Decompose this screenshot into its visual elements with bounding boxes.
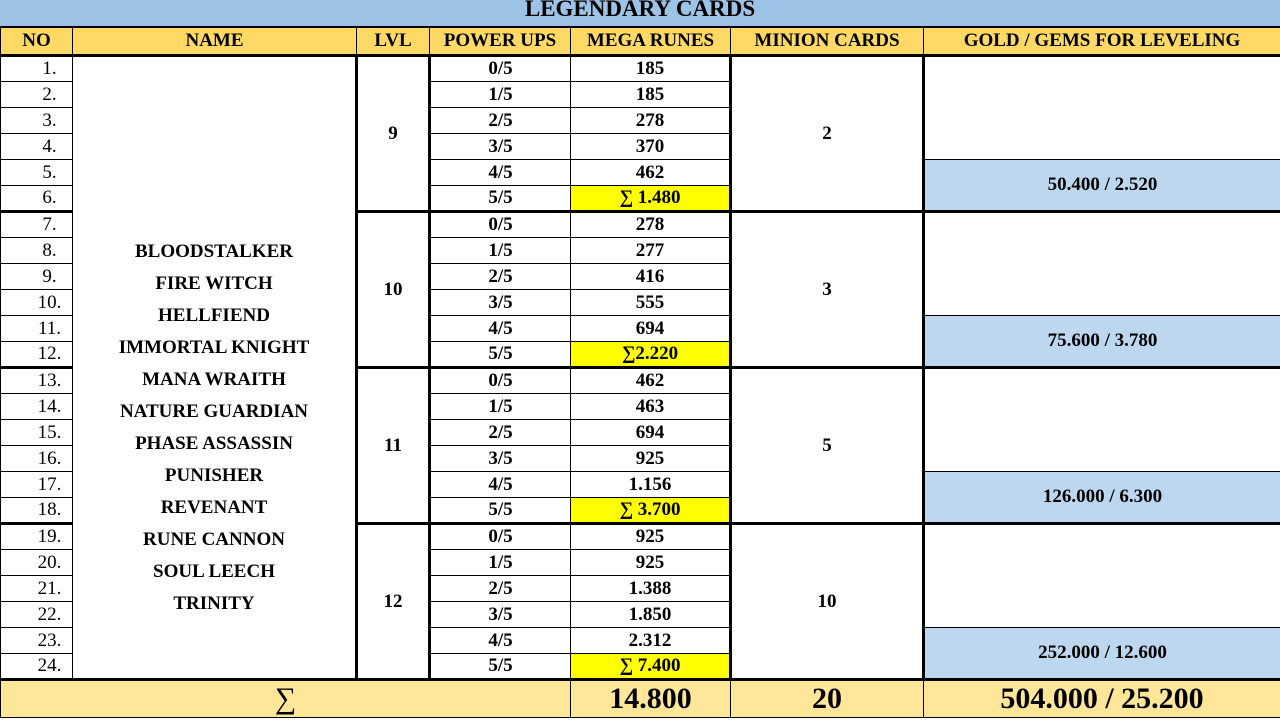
- row-number: 5.: [1, 160, 73, 186]
- row-number: 12.: [1, 342, 73, 368]
- gold-gems-cell: 50.400 / 2.520: [924, 160, 1280, 212]
- mega-runes-cell: 2.312: [571, 628, 731, 654]
- level-cell: 12: [357, 524, 430, 680]
- card-name: TRINITY: [173, 592, 255, 614]
- power-ups-cell: 3/5: [430, 602, 571, 628]
- power-ups-cell: 1/5: [430, 394, 571, 420]
- header-row: [1, 28, 1280, 56]
- power-ups-cell: 2/5: [430, 420, 571, 446]
- mega-runes-sum-cell: ∑ 3.700: [571, 498, 731, 524]
- row-number: 24.: [1, 654, 73, 680]
- power-ups-cell: 2/5: [430, 576, 571, 602]
- gold-gems-cell: 126.000 / 6.300: [924, 472, 1280, 524]
- card-name: PUNISHER: [164, 464, 264, 486]
- row-number: 19.: [1, 524, 73, 550]
- mega-runes-cell: 555: [571, 290, 731, 316]
- minion-cards-cell: 10: [731, 524, 924, 680]
- row-number: 17.: [1, 472, 73, 498]
- mega-runes-sum-cell: ∑ 7.400: [571, 654, 731, 680]
- row-number: 23.: [1, 628, 73, 654]
- minion-cards-cell: 3: [731, 212, 924, 368]
- card-name: FIRE WITCH: [155, 272, 273, 294]
- gold-gems-cell: 75.600 / 3.780: [924, 316, 1280, 368]
- level-cell: 9: [357, 56, 430, 212]
- row-number: 21.: [1, 576, 73, 602]
- row-number: 3.: [1, 108, 73, 134]
- total-mega-runes: 14.800: [571, 680, 731, 718]
- mega-runes-cell: 694: [571, 420, 731, 446]
- power-ups-cell: 5/5: [430, 186, 571, 212]
- card-name: HELLFIEND: [158, 304, 270, 326]
- mega-runes-cell: 278: [571, 212, 731, 238]
- power-ups-cell: 4/5: [430, 628, 571, 654]
- power-ups-cell: 5/5: [430, 498, 571, 524]
- row-number: 8.: [1, 238, 73, 264]
- power-ups-cell: 0/5: [430, 212, 571, 238]
- row-number: 14.: [1, 394, 73, 420]
- row-number: 16.: [1, 446, 73, 472]
- mega-runes-cell: 277: [571, 238, 731, 264]
- mega-runes-cell: 1.156: [571, 472, 731, 498]
- minion-cards-cell: 5: [731, 368, 924, 524]
- gold-gems-blank-cell: [924, 368, 1280, 472]
- gold-gems-blank-cell: [924, 524, 1280, 628]
- power-ups-cell: 0/5: [430, 56, 571, 82]
- card-name: BLOODSTALKER: [134, 240, 294, 262]
- power-ups-cell: 4/5: [430, 160, 571, 186]
- card-name: REVENANT: [160, 496, 268, 518]
- mega-runes-cell: 1.388: [571, 576, 731, 602]
- table-body: [1, 56, 1280, 680]
- header-name: NAME: [73, 28, 357, 56]
- mega-runes-cell: 925: [571, 524, 731, 550]
- mega-runes-cell: 370: [571, 134, 731, 160]
- power-ups-cell: 0/5: [430, 524, 571, 550]
- gold-gems-cell: 252.000 / 12.600: [924, 628, 1280, 680]
- card-name: IMMORTAL KNIGHT: [118, 336, 310, 358]
- minion-cards-cell: 2: [731, 56, 924, 212]
- power-ups-cell: 4/5: [430, 472, 571, 498]
- power-ups-cell: 1/5: [430, 238, 571, 264]
- card-name: PHASE ASSASSIN: [135, 432, 293, 454]
- header-gold-gems: GOLD / GEMS FOR LEVELING: [924, 28, 1280, 56]
- mega-runes-cell: 185: [571, 82, 731, 108]
- row-number: 6.: [1, 186, 73, 212]
- row-number: 22.: [1, 602, 73, 628]
- row-number: 4.: [1, 134, 73, 160]
- header-mega-runes: MEGA RUNES: [571, 28, 731, 56]
- card-name: RUNE CANNON: [143, 528, 285, 550]
- gold-gems-blank-cell: [924, 56, 1280, 160]
- power-ups-cell: 3/5: [430, 290, 571, 316]
- header-no: NO: [1, 28, 73, 56]
- power-ups-cell: 3/5: [430, 134, 571, 160]
- row-number: 18.: [1, 498, 73, 524]
- power-ups-cell: 1/5: [430, 550, 571, 576]
- level-cell: 10: [357, 212, 430, 368]
- row-number: 1.: [1, 56, 73, 82]
- row-number: 10.: [1, 290, 73, 316]
- row-number: 11.: [1, 316, 73, 342]
- mega-runes-cell: 416: [571, 264, 731, 290]
- row-number: 2.: [1, 82, 73, 108]
- mega-runes-cell: 185: [571, 56, 731, 82]
- row-number: 15.: [1, 420, 73, 446]
- row-number: 20.: [1, 550, 73, 576]
- power-ups-cell: 2/5: [430, 264, 571, 290]
- mega-runes-cell: 1.850: [571, 602, 731, 628]
- total-sigma-label: ∑: [1, 680, 571, 718]
- card-name: SOUL LEECH: [153, 560, 275, 582]
- header-power-ups: POWER UPS: [430, 28, 571, 56]
- table-row: [1, 56, 1280, 82]
- power-ups-cell: 0/5: [430, 368, 571, 394]
- mega-runes-cell: 463: [571, 394, 731, 420]
- mega-runes-cell: 462: [571, 160, 731, 186]
- power-ups-cell: 1/5: [430, 82, 571, 108]
- table-title: LEGENDARY CARDS: [0, 0, 1280, 27]
- power-ups-cell: 5/5: [430, 654, 571, 680]
- power-ups-cell: 5/5: [430, 342, 571, 368]
- power-ups-cell: 4/5: [430, 316, 571, 342]
- mega-runes-cell: 925: [571, 446, 731, 472]
- total-minion-cards: 20: [731, 680, 924, 718]
- mega-runes-cell: 925: [571, 550, 731, 576]
- mega-runes-cell: 694: [571, 316, 731, 342]
- header-minion-cards: MINION CARDS: [731, 28, 924, 56]
- mega-runes-cell: 278: [571, 108, 731, 134]
- level-cell: 11: [357, 368, 430, 524]
- power-ups-cell: 2/5: [430, 108, 571, 134]
- card-names-cell: [73, 56, 357, 680]
- mega-runes-sum-cell: ∑2.220: [571, 342, 731, 368]
- card-name: MANA WRAITH: [142, 368, 286, 390]
- mega-runes-sum-cell: ∑ 1.480: [571, 186, 731, 212]
- legendary-cards-table: [0, 27, 1280, 718]
- power-ups-cell: 3/5: [430, 446, 571, 472]
- header-lvl: LVL: [357, 28, 430, 56]
- total-row: [1, 680, 1280, 718]
- total-gold-gems: 504.000 / 25.200: [924, 680, 1280, 718]
- gold-gems-blank-cell: [924, 212, 1280, 316]
- row-number: 7.: [1, 212, 73, 238]
- mega-runes-cell: 462: [571, 368, 731, 394]
- card-name: NATURE GUARDIAN: [119, 400, 309, 422]
- row-number: 13.: [1, 368, 73, 394]
- row-number: 9.: [1, 264, 73, 290]
